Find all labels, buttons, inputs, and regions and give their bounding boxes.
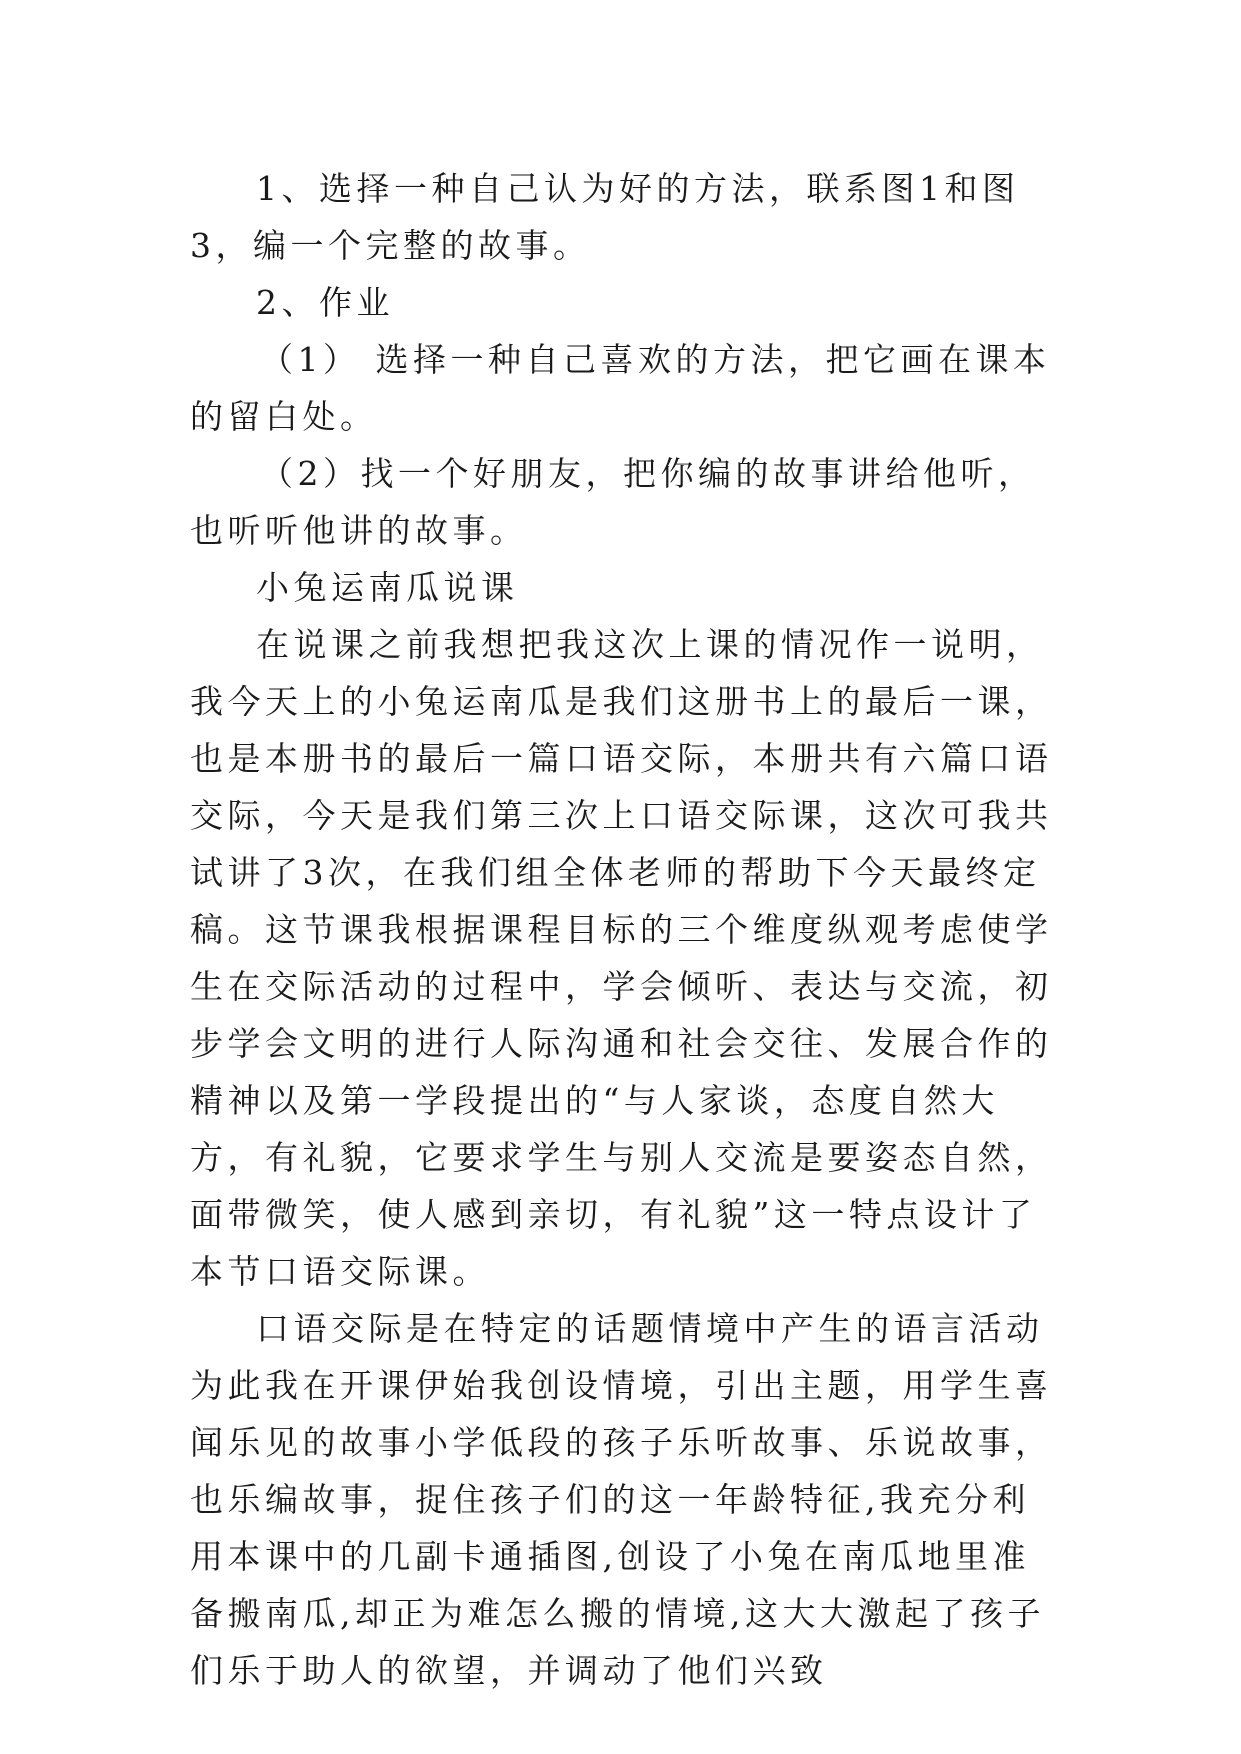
section-title: 小兔运南瓜说课 (256, 568, 519, 607)
paragraph-homework-item-1: （1） 选择一种自己喜欢的方法，把它画在课本的留白处。 (190, 340, 1051, 436)
document-body (190, 160, 1060, 1699)
paragraph-homework-heading: 2、作业 (256, 283, 394, 322)
paragraph-homework-item-2: （2）找一个好朋友，把你编的故事讲给他听，也听听他讲的故事。 (190, 454, 1036, 550)
paragraph-oral-communication: 口语交际是在特定的话题情境中产生的语言活动为此我在开课伊始我创设情境，引出主题，用学生喜闻乐见的故事小学低段的孩子乐听故事、乐说故事，也乐编故事，捉住孩子们的这一年龄特征,我充分利用本课中的几副卡通插图,创设了小兔在南瓜地里准备搬南瓜,却正为难怎么搬的情境,这大大激起了孩子们乐于助人的欲望，并调动了他们兴致 (190, 1309, 1053, 1690)
paragraph-intro: 在说课之前我想把我这次上课的情况作一说明，我今天上的小兔运南瓜是我们这册书上的最后一课，也是本册书的最后一篇口语交际，本册共有六篇口语交际，今天是我们第三次上口语交际课，这次可我共试讲了3次，在我们组全体老师的帮助下今天最终定稿。这节课我根据课程目标的三个维度纵观考虑使学生在交际活动的过程中，学会倾听、表达与交流，初步学会文明的进行人际沟通和社会交往、发展合作的精神以及第一学段提出的“与人家谈，态度自然大方，有礼貌，它要求学生与别人交流是要姿态自然，面带微笑，使人感到亲切，有礼貌”这一特点设计了本节口语交际课。 (190, 625, 1053, 1291)
paragraph-step-1: 1、选择一种自己认为好的方法，联系图1和图3，编一个完整的故事。 (190, 169, 1020, 265)
